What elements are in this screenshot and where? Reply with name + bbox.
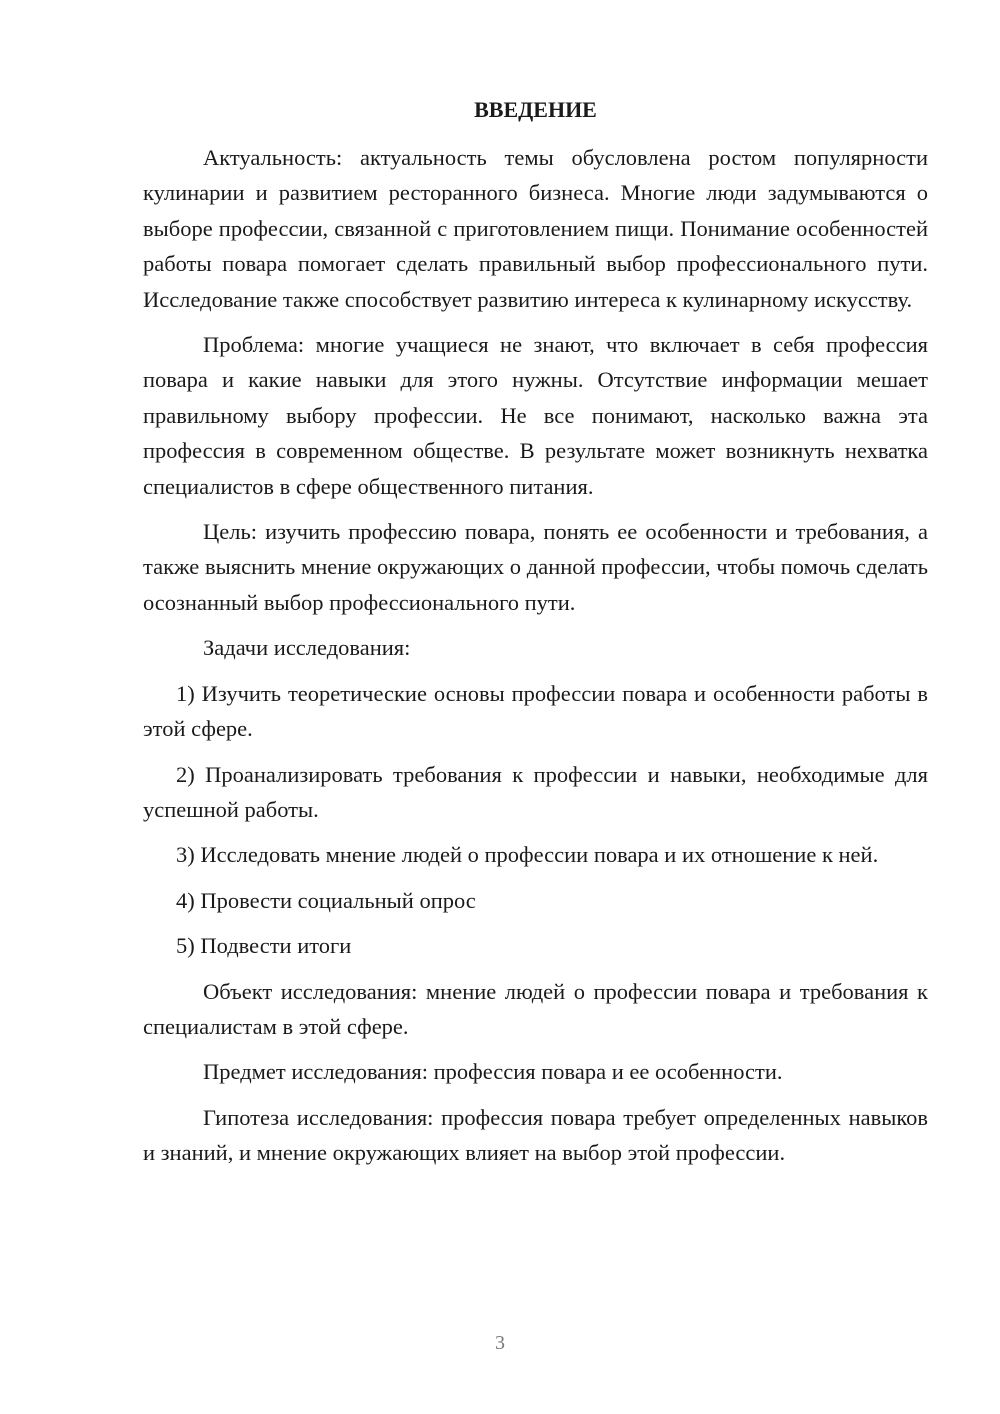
- relevance-paragraph: Актуальность: актуальность темы обусловлена ростом популярности кулинарии и развитием ресторанного бизнеса. Многие люди задумываются о выборе профессии, связанной с приготовлением пищи. Понимание особенностей работы повара помогает сделать правильный выбор профессионального пути. Исследование также способствует развитию интереса к кулинарному искусству.: [143, 145, 928, 312]
- hypothesis-paragraph: Гипотеза исследования: профессия повара требует определенных навыков и знаний, и мнение окружающих влияет на выбор этой профессии.: [143, 1104, 928, 1166]
- task-item-1: 1) Изучить теоретические основы профессии повара и особенности работы в этой сфере.: [143, 680, 928, 742]
- section-title: ВВЕДЕНИЕ: [474, 97, 597, 122]
- task-item-3: 3) Исследовать мнение людей о профессии повара и их отношение к ней.: [176, 842, 879, 868]
- object-paragraph: Объект исследования: мнение людей о профессии повара и требования к специалистам в этой сфере.: [143, 978, 928, 1039]
- subject-paragraph: Предмет исследования: профессия повара и ее особенности.: [203, 1059, 783, 1085]
- task-item-4: 4) Провести социальный опрос: [176, 887, 476, 913]
- goal-paragraph: Цель: изучить профессию повара, понять ее особенности и требования, а также выяснить мнение окружающих о данной профессии, чтобы помочь сделать осознанный выбор профессионального пути.: [143, 519, 928, 615]
- task-item-2: 2) Проанализировать требования к профессии и навыки, необходимые для успешной работы.: [143, 761, 928, 822]
- tasks-heading: Задачи исследования:: [203, 635, 411, 661]
- page-content: [143, 92, 928, 1181]
- page-number: 3: [495, 1332, 505, 1354]
- task-item-5: 5) Подвести итоги: [176, 933, 352, 959]
- problem-paragraph: Проблема: многие учащиеся не знают, что включает в себя профессия повара и какие навыки для этого нужны. Отсутствие информации мешает правильному выбору профессии. Не все понимают, насколько важна эта профессия в современном обществе. В результате может возникнуть нехватка специалистов в сфере общественного питания.: [143, 332, 928, 499]
